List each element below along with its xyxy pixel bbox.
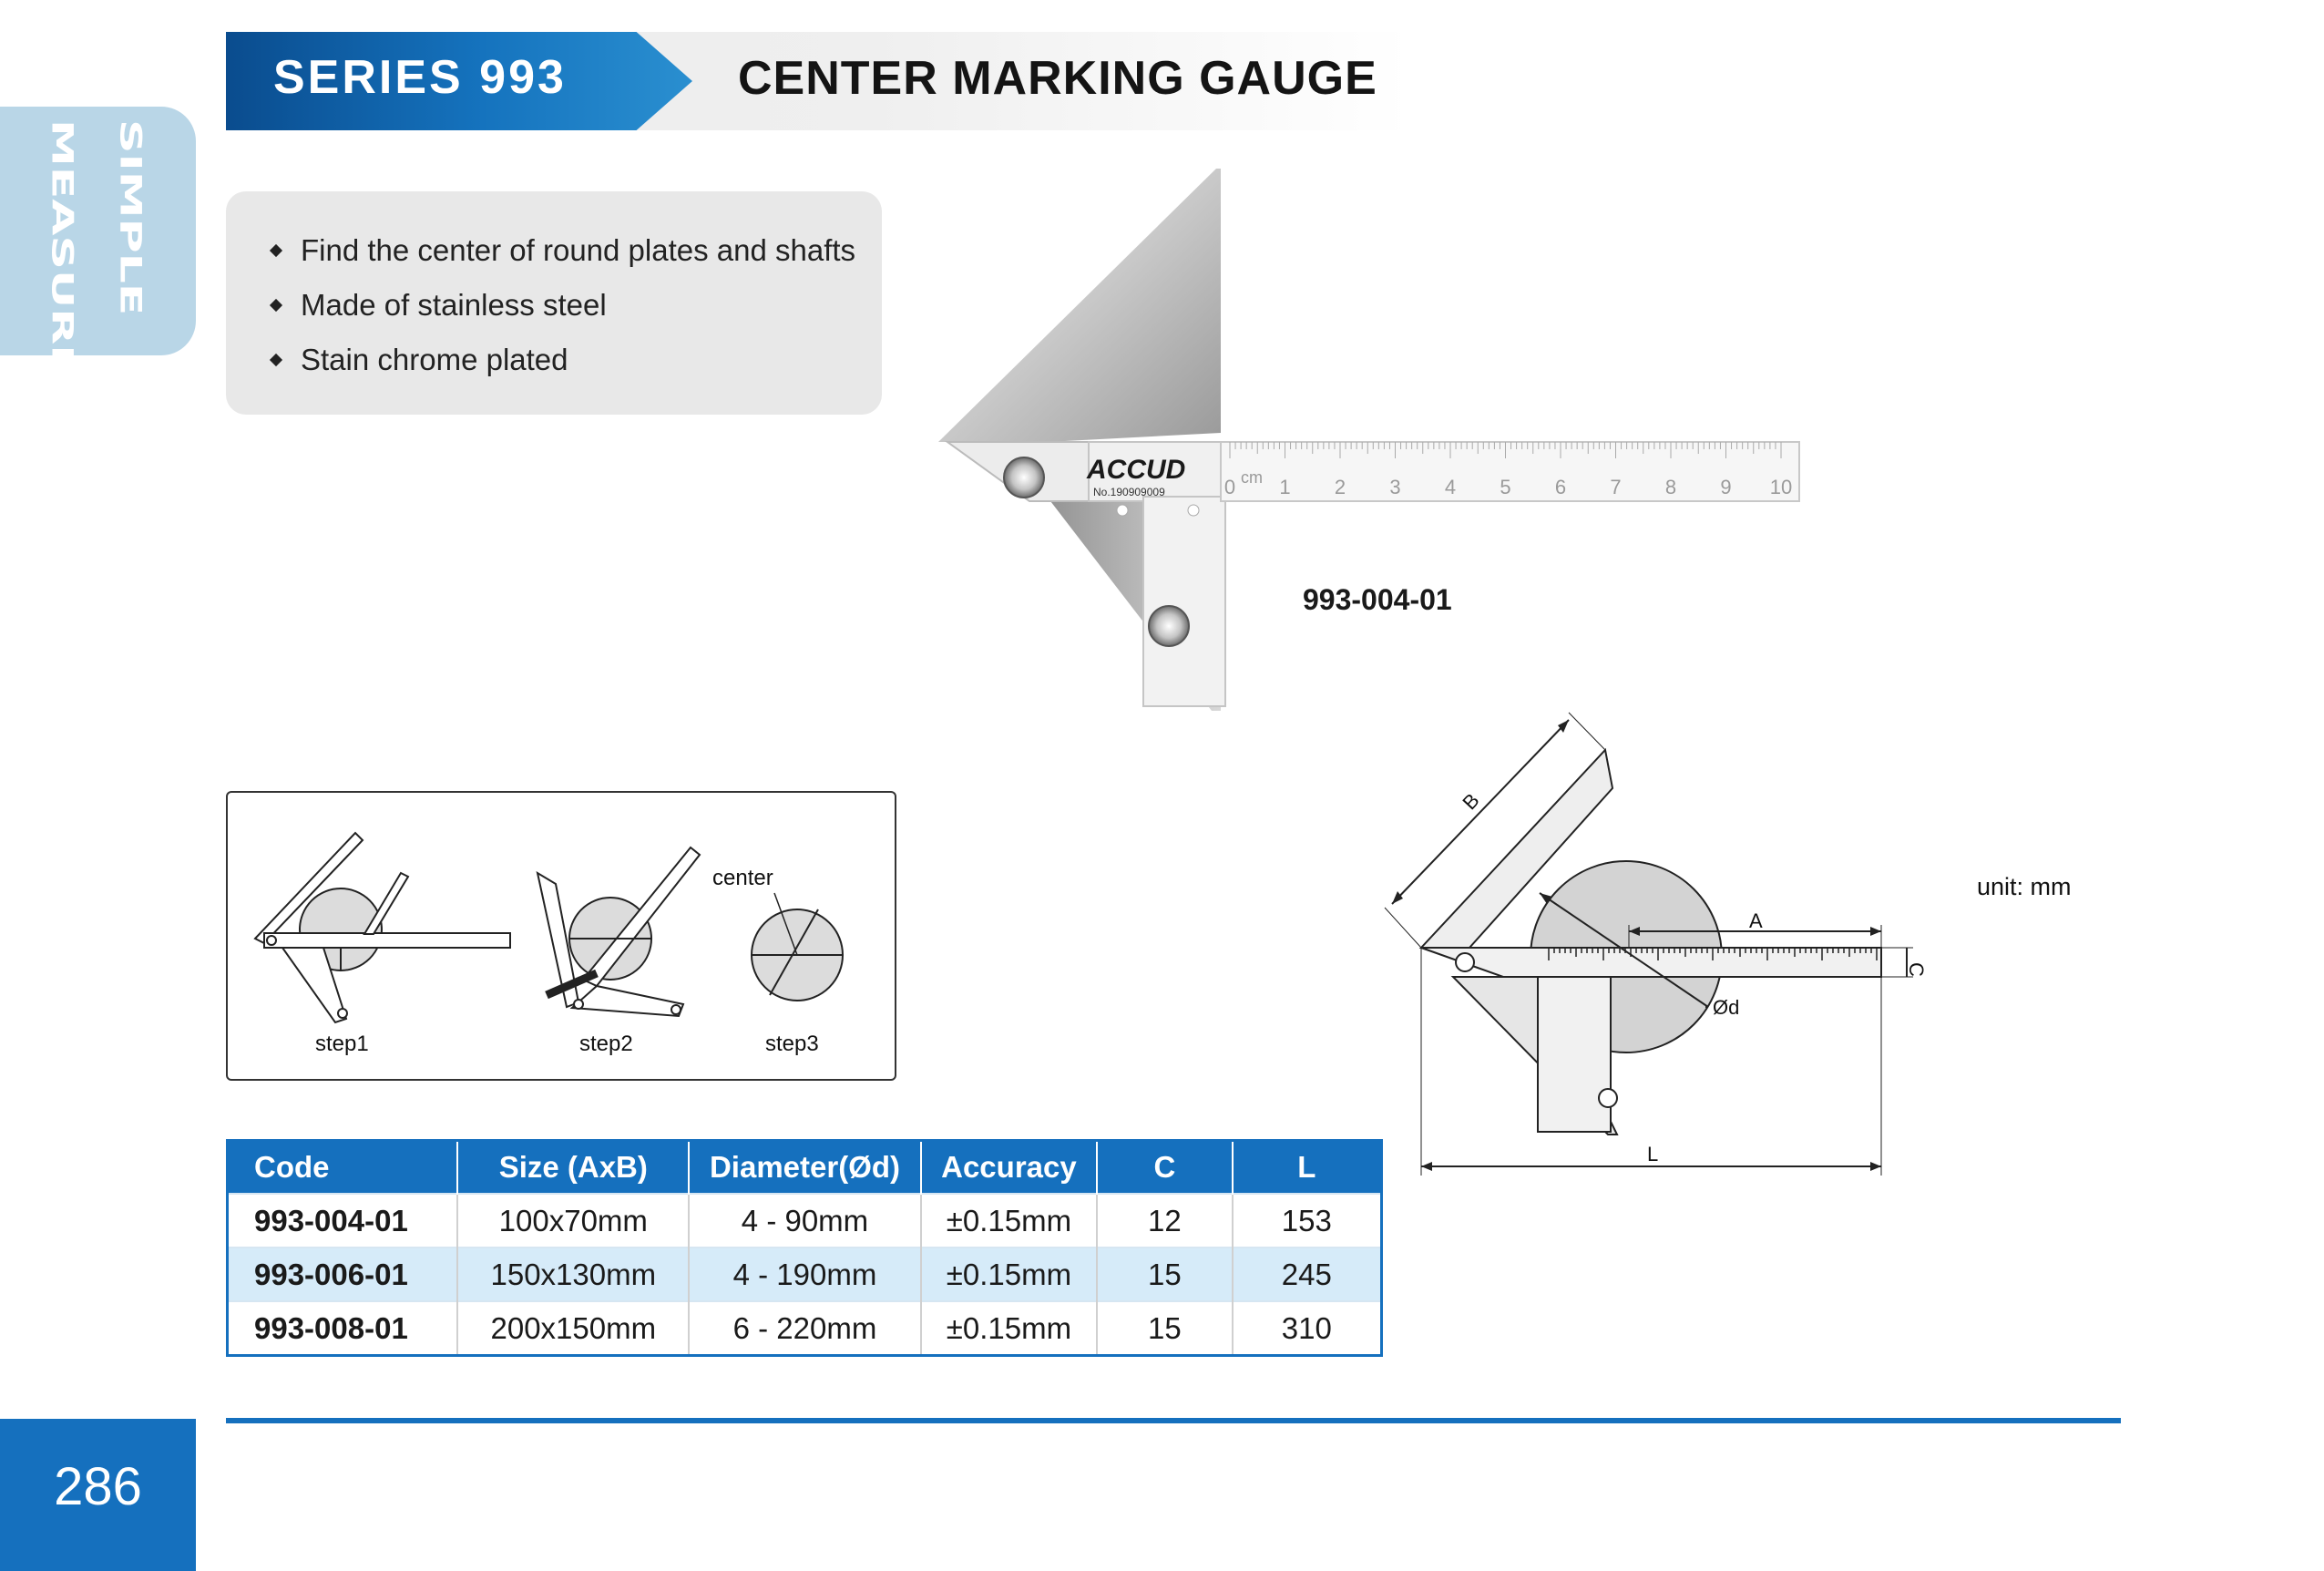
arrowhead-icon [1870,927,1881,936]
bullet-diamond-icon [270,299,282,312]
section-side-tab [0,107,196,601]
feature-text: Find the center of round plates and shafts [301,233,856,267]
step2-pivot [574,1000,583,1009]
ruler-number: 4 [1444,476,1457,498]
lower-arm [1143,497,1225,706]
table-row [228,1248,1382,1301]
unit-label: unit: mm [1977,873,2072,900]
diagram-label-b: B [1458,788,1484,815]
diagram-label-a: A [1749,909,1763,932]
usage-steps-box [226,791,896,1081]
feature-item [271,343,568,377]
cell-l: 310 [1233,1301,1382,1356]
rivet-icon [1004,457,1044,498]
table-row [228,1301,1382,1356]
cell-c: 12 [1097,1194,1232,1248]
diagram-pivot [1599,1089,1617,1107]
arrowhead-icon [1870,1162,1881,1171]
diagram-label-l: L [1647,1143,1659,1165]
cell-diameter: 6 - 220mm [689,1301,920,1356]
column-header-size: Size (AxB) [457,1141,689,1195]
cell-c: 15 [1097,1301,1232,1356]
ruler-number: 2 [1334,476,1346,498]
pin-hole-icon [1117,505,1128,516]
feature-text: Made of stainless steel [301,288,607,322]
product-photo [938,164,1804,729]
cell-accuracy: ±0.15mm [921,1301,1098,1356]
serial-number: No.190909009 [1093,486,1165,498]
ruler-number: 7 [1610,476,1622,498]
diagram-lower-arm [1538,977,1611,1132]
extension-line [1569,713,1605,750]
diagram-label-c: C [1905,962,1928,977]
brand-logo: ACCUD [1087,455,1186,485]
side-tab-line2: MEASURING TOOL [45,119,79,601]
step2-arm [572,986,683,1016]
upper-blade [938,169,1221,442]
diagram-label-d: Ød [1713,996,1740,1019]
step3-center-label: center [712,866,773,890]
ruler-unit-label: cm [1241,468,1263,487]
rivet-icon [1149,606,1189,646]
step2-pivot [671,1005,681,1014]
cell-size: 150x130mm [457,1248,689,1301]
feature-text: Stain chrome plated [301,343,568,376]
feature-item [271,288,607,323]
page-number: 286 [54,1457,142,1516]
series-label: SERIES 993 [273,51,567,104]
ruler-number: 9 [1720,476,1732,498]
cell-code: 993-006-01 [228,1248,458,1301]
page-title: CENTER MARKING GAUGE [738,52,1377,105]
ruler-number: 0 [1223,476,1236,498]
cell-size: 200x150mm [457,1301,689,1356]
footer-divider [226,1418,2121,1423]
cell-l: 153 [1233,1194,1382,1248]
diagram-ruler [1421,948,1881,977]
step1-pivot [338,1009,347,1018]
table-row [228,1194,1382,1248]
product-caption: 993-004-01 [1303,583,1452,616]
pin-hole-icon [1188,505,1199,516]
table-header-row [228,1141,1382,1195]
column-header-code: Code [228,1141,458,1195]
column-header-l: L [1233,1141,1382,1195]
cell-l: 245 [1233,1248,1382,1301]
features-box [226,191,882,415]
cell-accuracy: ±0.15mm [921,1194,1098,1248]
cell-code: 993-004-01 [228,1194,458,1248]
ruler-number: 8 [1664,476,1677,498]
spec-table [226,1139,1383,1357]
dimension-line-b [1392,720,1569,904]
ruler-number: 1 [1279,476,1291,498]
bullet-diamond-icon [270,244,282,257]
cell-c: 15 [1097,1248,1232,1301]
bullet-diamond-icon [270,354,282,366]
cell-code: 993-008-01 [228,1301,458,1356]
side-tab-line1: SIMPLE [113,119,148,316]
arrowhead-icon [1421,1162,1432,1171]
ruler-number: 6 [1554,476,1567,498]
cell-diameter: 4 - 190mm [689,1248,920,1301]
ruler-number: 5 [1500,476,1511,498]
step1-pivot [267,936,276,945]
cell-diameter: 4 - 90mm [689,1194,920,1248]
column-header-c: C [1097,1141,1232,1195]
step3-label: step3 [765,1032,819,1056]
cell-size: 100x70mm [457,1194,689,1248]
ruler-number: 3 [1389,476,1401,498]
column-header-accuracy: Accuracy [921,1141,1098,1195]
step1-ruler [264,933,510,948]
dimension-diagram [1367,693,2095,1203]
column-header-diameter: Diameter(Ød) [689,1141,920,1195]
feature-item [271,233,855,268]
step2-label: step2 [579,1032,633,1056]
step1-label: step1 [315,1032,369,1056]
diagram-pivot [1456,953,1474,971]
cell-accuracy: ±0.15mm [921,1248,1098,1301]
extension-line [1385,908,1421,948]
ruler-number: 10 [1769,476,1793,498]
